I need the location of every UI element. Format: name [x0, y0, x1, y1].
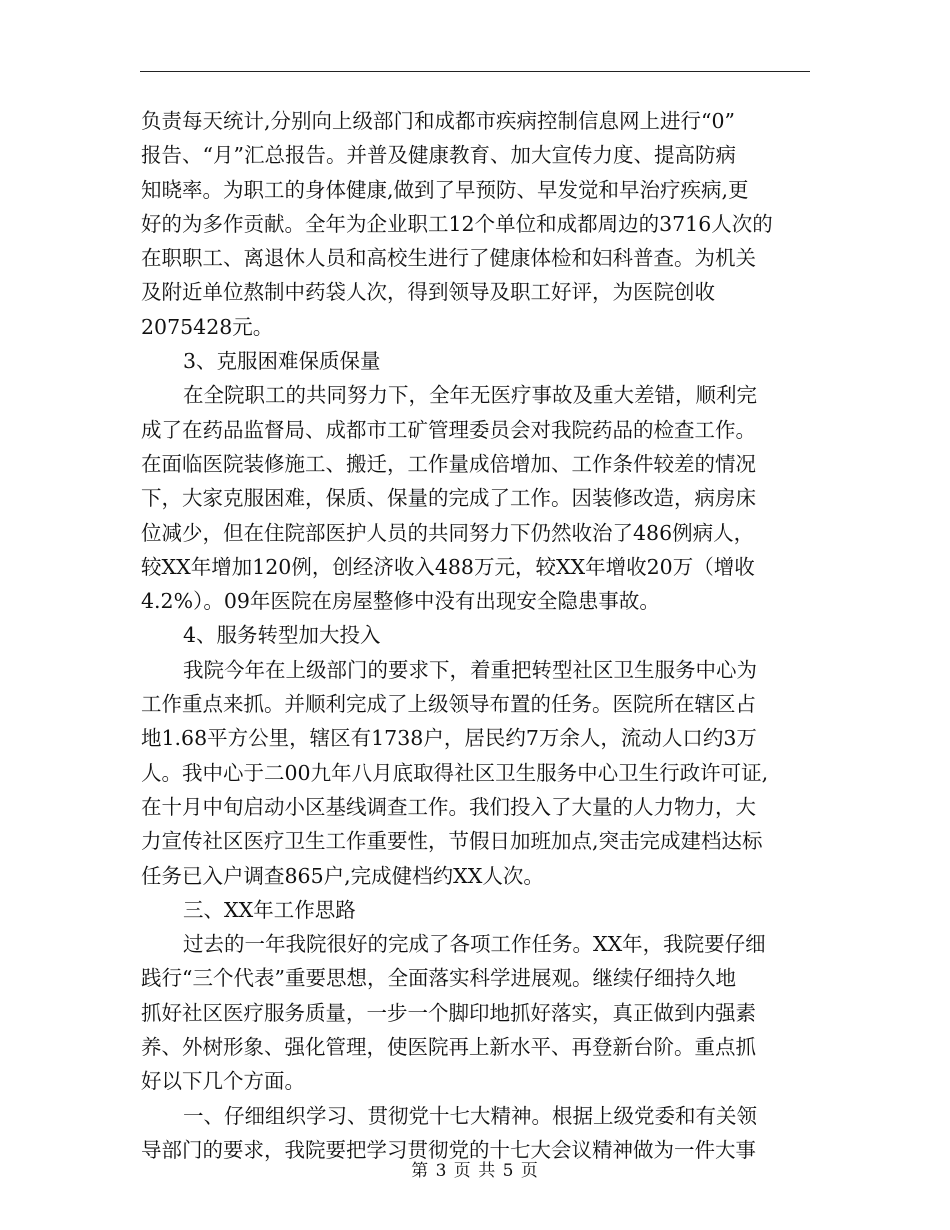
text-line: 在十月中旬启动小区基线调查工作。我们投入了大量的人力物力，大 — [141, 794, 756, 819]
text-line: 及附近单位熬制中药袋人次，得到领导及职工好评，为医院创收 — [141, 280, 715, 305]
page-footer: 第 3 页 共 5 页 — [411, 1161, 539, 1181]
text-line: 好以下几个方面。 — [141, 1069, 305, 1094]
text-line: 践行“三个代表”重要思想，全面落实科学进展观。继续仔细持久地 — [141, 966, 736, 991]
text-line: 负责每天统计,分别向上级部门和成都市疾病控制信息网上进行“0” — [141, 109, 736, 133]
text-line: 我院今年在上级部门的要求下，着重把转型社区卫生服务中心为 — [183, 657, 757, 682]
text-line: 在全院职工的共同努力下，全年无医疗事故及重大差错，顺利完 — [183, 383, 757, 408]
text-line: 任务已入户调查865户,完成健档约XX人次。 — [141, 863, 544, 888]
text-line: 较XX年增加120例，创经济收入488万元，较XX年增收20万（增收 — [141, 554, 755, 579]
text-line: 4.2%）。09年医院在房屋整修中没有出现安全隐患事故。 — [141, 589, 660, 614]
text-line: 养、外树形象、强化管理，使医院再上新水平、再登新台阶。重点抓 — [141, 1035, 756, 1060]
text-line: 力宣传社区医疗卫生工作重要性，节假日加班加点,突击完成建档达标 — [141, 829, 763, 854]
text-line: 抓好社区医疗服务质量，一步一个脚印地抓好落实，真正做到内强素 — [141, 1000, 756, 1025]
text-line: 3、克服困难保质保量 — [183, 349, 381, 374]
text-line: 在职职工、离退休人员和高校生进行了健康体检和妇科普查。为机关 — [141, 246, 756, 271]
text-line: 位减少，但在住院部医护人员的共同努力下仍然收治了486例病人， — [141, 520, 755, 545]
text-line: 人。我中心于二00九年八月底取得社区卫生服务中心卫生行政许可证, — [141, 760, 769, 785]
text-line: 三、XX年工作思路 — [183, 897, 356, 922]
text-line: 地1.68平方公里，辖区有1738户，居民约7万余人，流动人口约3万 — [141, 726, 757, 751]
text-line: 过去的一年我院很好的完成了各项工作任务。XX年，我院要仔细 — [183, 932, 766, 957]
text-line: 一、仔细组织学习、贯彻党十七大精神。根据上级党委和有关领 — [183, 1103, 757, 1128]
text-line: 2075428元。 — [141, 314, 274, 339]
document-body — [141, 104, 813, 1167]
text-line: 在面临医院装修施工、搬迁，工作量成倍增加、工作条件较差的情况 — [141, 451, 756, 476]
text-line: 工作重点来抓。并顺利完成了上级领导布置的任务。医院所在辖区占 — [141, 692, 756, 717]
text-line: 下，大家克服困难，保质、保量的完成了工作。因装修改造，病房床 — [141, 486, 756, 511]
text-line: 知晓率。为职工的身体健康,做到了早预防、早发觉和早治疗疾病,更 — [141, 177, 749, 202]
text-line: 成了在药品监督局、成都市工矿管理委员会对我院药品的检查工作。 — [141, 417, 756, 442]
text-line: 4、服务转型加大投入 — [183, 623, 381, 648]
text-line: 报告、“月”汇总报告。并普及健康教育、加大宣传力度、提高防病 — [141, 143, 736, 168]
text-line: 导部门的要求，我院要把学习贯彻党的十七大会议精神做为一件大事 — [141, 1137, 756, 1162]
header-rule — [140, 71, 810, 72]
text-line: 好的为多作贡献。全年为企业职工12个单位和成都周边的3716人次的 — [141, 211, 773, 236]
